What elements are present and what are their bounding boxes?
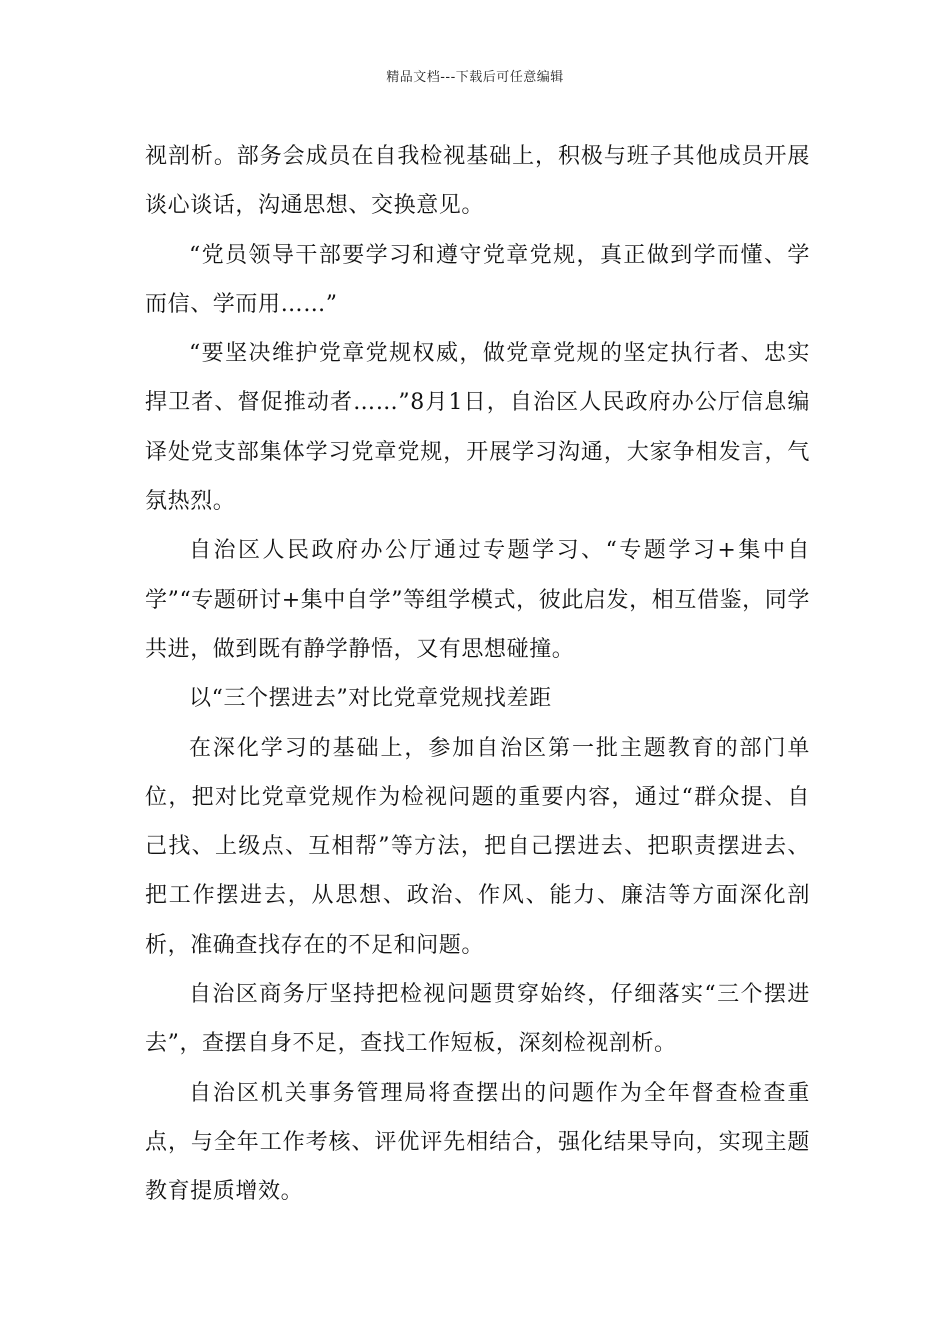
paragraph-study-modes: 自治区人民政府办公厅通过专题学习、“专题学习+集中自学”“专题研讨+集中自学”等组学模式，彼此启发，相互借鉴，同学共进，做到既有静学静悟，又有思想碰撞。 (145, 538, 810, 662)
paragraph-continuation: 视剖析。部务会成员在自我检视基础上，积极与班子其他成员开展谈心谈话，沟通思想、交换意见。 (145, 144, 810, 219)
section-heading: 以“三个摆进去”对比党章党规找差距 (189, 686, 552, 712)
paragraph-quote-2: “要坚决维护党章党规权威，做党章党规的坚定执行者、忠实捍卫者、督促推动者……”8月1日，自治区人民政府办公厅信息编译处党支部集体学习党章党规，开展学习沟通，大家争相发言，气氛热烈。 (145, 341, 810, 515)
paragraph-quote-1: “党员领导干部要学习和遵守党章党规，真正做到学而懂、学而信、学而用……” (145, 242, 810, 317)
paragraph-affairs-bureau: 自治区机关事务管理局将查摆出的问题作为全年督查检查重点，与全年工作考核、评优评先相结合，强化结果导向，实现主题教育提质增效。 (145, 1080, 810, 1205)
paragraph-deepen-study: 在深化学习的基础上，参加自治区第一批主题教育的部门单位，把对比党章党规作为检视问题的重要内容，通过“群众提、自己找、上级点、互相帮”等方法，把自己摆进去、把职责摆进去、把工作摆进去，从思想、政治、作风、能力、廉洁等方面深化剖析，准确查找存在的不足和问题。 (145, 735, 810, 958)
page-header: 精品文档---下载后可任意编辑 (386, 70, 564, 85)
paragraph-commerce-dept: 自治区商务厅坚持把检视问题贯穿始终，仔细落实“三个摆进去”，查摆自身不足，查找工作短板，深刻检视剖析。 (145, 982, 810, 1057)
document-body (145, 132, 810, 1217)
